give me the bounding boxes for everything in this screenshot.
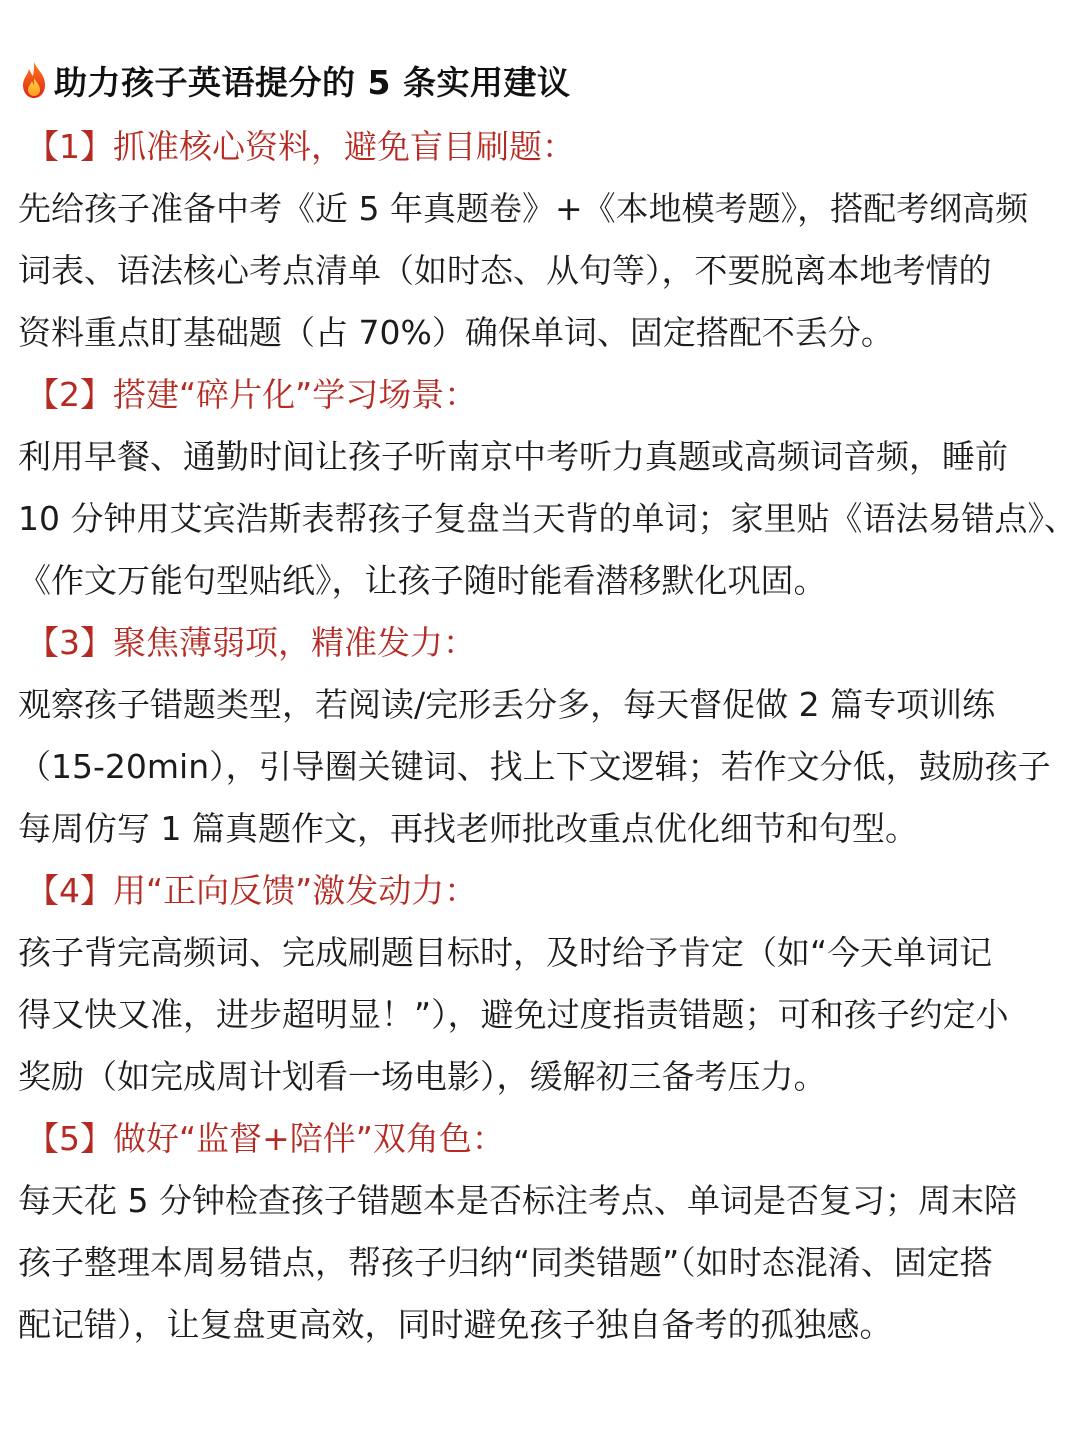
section-heading: 【2】搭建“碎片化”学习场景： — [26, 375, 478, 414]
section-body — [18, 426, 1077, 612]
body-line: 每周仿写 1 篇真题作文，再找老师批改重点优化细节和句型。 — [18, 809, 918, 848]
body-line: 孩子背完高频词、完成刷题目标时，及时给予肯定（如“今天单词记 — [18, 933, 993, 972]
body-line: 得又快又准，进步超明显！”），避免过度指责错题；可和孩子约定小 — [18, 995, 1009, 1034]
section-body — [18, 1170, 1052, 1356]
section-body — [18, 178, 1052, 364]
body-line: 利用早餐、通勤时间让孩子听南京中考听力真题或高频词音频，睡前 — [18, 437, 1008, 476]
fire-icon — [18, 60, 50, 100]
title-row — [18, 56, 1052, 104]
body-line: 《作文万能句型贴纸》，让孩子随时能看潜移默化巩固。 — [18, 561, 827, 600]
body-line: 先给孩子准备中考《近 5 年真题卷》+《本地模考题》，搭配考纲高频 — [18, 189, 1029, 228]
section-5 — [18, 1108, 1052, 1356]
section-body — [18, 674, 1052, 860]
body-line: 奖励（如完成周计划看一场电影），缓解初三备考压力。 — [18, 1057, 827, 1096]
body-line: 孩子整理本周易错点，帮孩子归纳“同类错题”（如时态混淆、固定搭 — [18, 1243, 993, 1282]
section-1 — [18, 116, 1052, 364]
body-line: 每天花 5 分钟检查孩子错题本是否标注考点、单词是否复习；周末陪 — [18, 1181, 1017, 1220]
section-heading: 【5】做好“监督+陪伴”双角色： — [26, 1119, 505, 1158]
body-line: 配记错），让复盘更高效，同时避免孩子独自备考的孤独感。 — [18, 1305, 893, 1344]
section-2 — [18, 364, 1077, 612]
section-heading: 【4】用“正向反馈”激发动力： — [26, 871, 478, 910]
body-line: （15-20min），引导圈关键词、找上下文逻辑；若作文分低，鼓励孩子 — [18, 747, 1051, 786]
section-3 — [18, 612, 1052, 860]
section-body — [18, 922, 1052, 1108]
body-line: 观察孩子错题类型，若阅读/完形丢分多，每天督促做 2 篇专项训练 — [18, 685, 996, 724]
section-4 — [18, 860, 1052, 1108]
section-heading: 【1】抓准核心资料，避免盲目刷题： — [26, 127, 575, 166]
section-heading: 【3】聚焦薄弱项，精准发力： — [26, 623, 476, 662]
body-line: 10 分钟用艾宾浩斯表帮孩子复盘当天背的单词；家里贴《语法易错点》、 — [18, 499, 1077, 538]
body-line: 资料重点盯基础题（占 70%）确保单词、固定搭配不丢分。 — [18, 313, 894, 352]
body-line: 词表、语法核心考点清单（如时态、从句等），不要脱离本地考情的 — [18, 251, 992, 290]
page-title: 助力孩子英语提分的 5 条实用建议 — [54, 62, 571, 102]
